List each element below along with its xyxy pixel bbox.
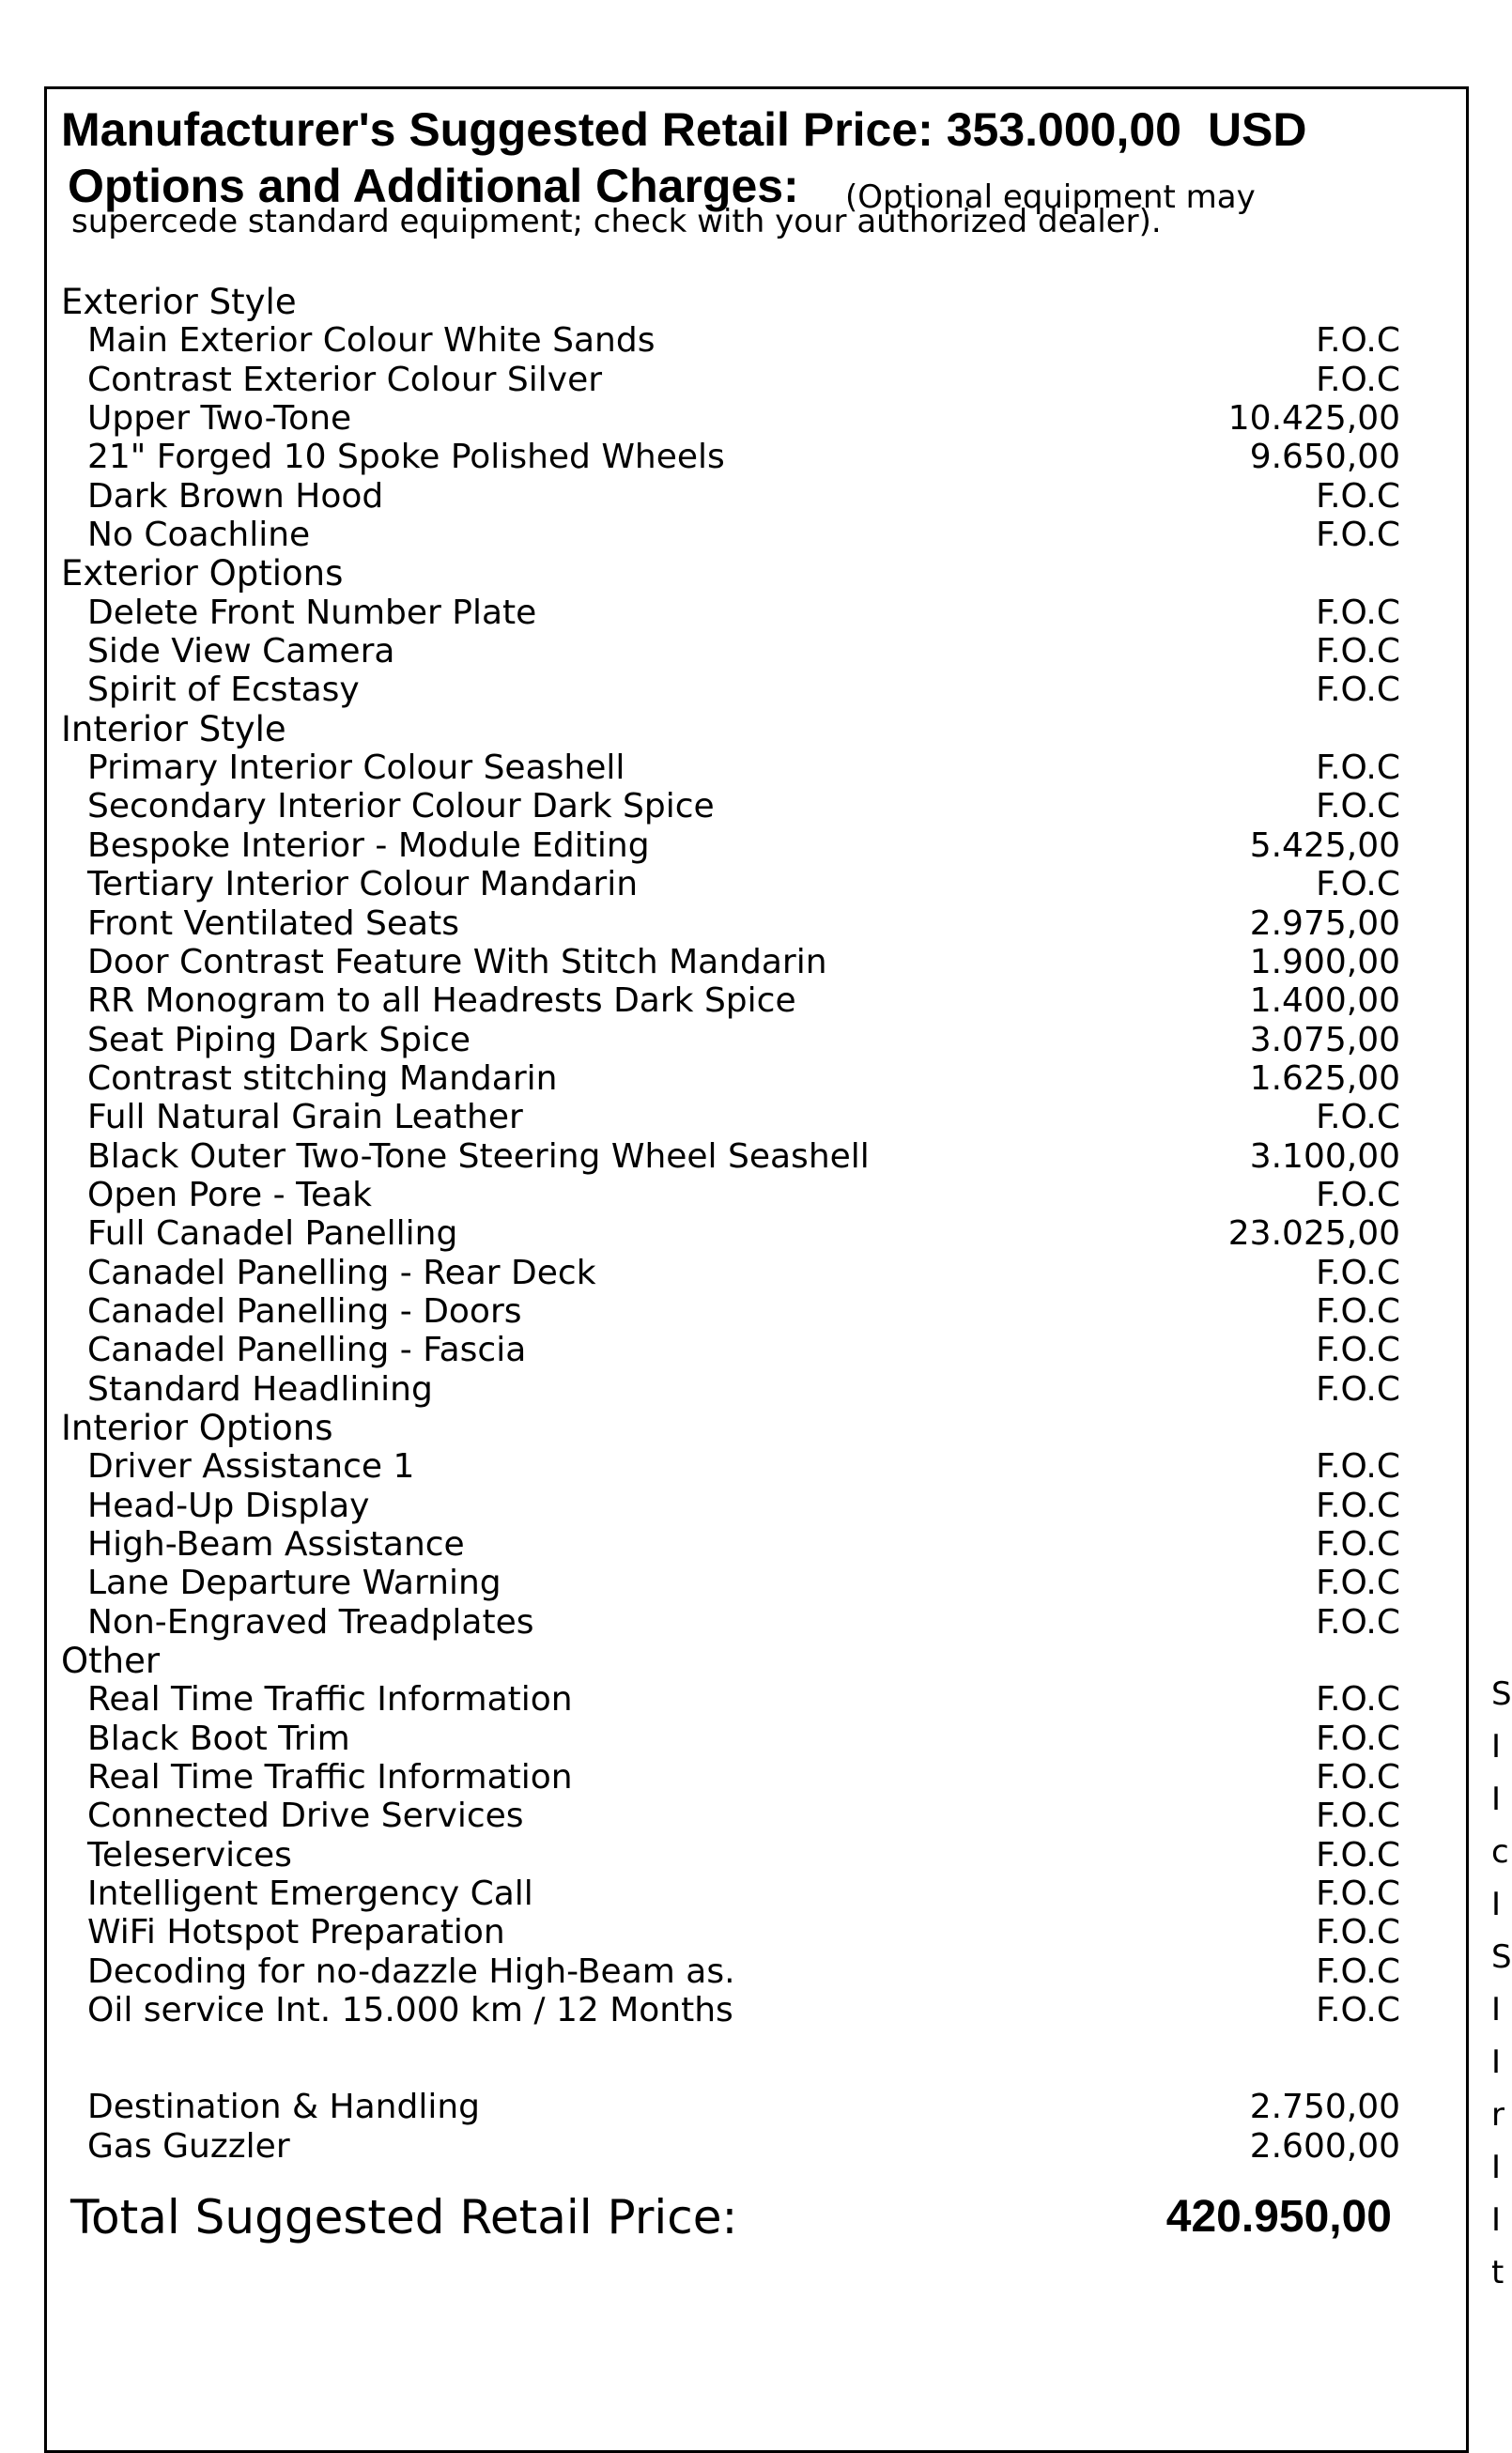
option-name: 21" Forged 10 Spoke Polished Wheels	[87, 438, 725, 477]
window-sticker	[44, 86, 1469, 2453]
option-row	[47, 1680, 1466, 1719]
option-price: F.O.C	[1316, 1835, 1400, 1874]
option-row	[47, 1564, 1466, 1602]
option-row	[47, 787, 1466, 825]
option-price: F.O.C	[1316, 1447, 1400, 1487]
options-list	[47, 283, 1466, 2166]
option-price: F.O.C	[1316, 1952, 1400, 1991]
side-letter: I	[1491, 2201, 1502, 2239]
option-name: Real Time Traffic Information	[87, 1680, 573, 1720]
side-letter: I	[1491, 1781, 1502, 1818]
disclaimer-line-1: (Optional equipment may	[845, 178, 1256, 216]
option-name: Spirit of Ecstasy	[87, 671, 360, 710]
option-name: Dark Brown Hood	[87, 476, 384, 516]
option-price: F.O.C	[1316, 516, 1400, 555]
option-price: F.O.C	[1316, 1564, 1400, 1603]
option-row	[47, 748, 1466, 787]
option-price: F.O.C	[1316, 1680, 1400, 1720]
option-name: Canadel Panelling - Doors	[87, 1291, 522, 1331]
charge-row	[47, 2088, 1466, 2126]
side-letter: c	[1491, 1833, 1509, 1871]
section-heading: Exterior Options	[61, 553, 344, 594]
option-price: F.O.C	[1316, 632, 1400, 671]
option-price: F.O.C	[1316, 1098, 1400, 1137]
clipped-side-text	[1491, 1668, 1512, 2299]
option-price: F.O.C	[1316, 1175, 1400, 1214]
option-name: Full Natural Grain Leather	[87, 1098, 523, 1137]
option-row	[47, 1525, 1466, 1564]
option-name: Door Contrast Feature With Stitch Mandarin	[87, 942, 827, 981]
option-row	[47, 361, 1466, 399]
option-row	[47, 1991, 1466, 2029]
option-price: F.O.C	[1316, 476, 1400, 516]
option-name: Delete Front Number Plate	[87, 593, 537, 632]
option-price: 1.400,00	[1249, 981, 1400, 1021]
option-name: Lane Departure Warning	[87, 1564, 501, 1603]
option-row	[47, 477, 1466, 516]
option-price: F.O.C	[1316, 1369, 1400, 1409]
disclaimer-line-2: supercede standard equipment; check with your authorized dealer).	[71, 203, 1162, 240]
option-price: F.O.C	[1316, 593, 1400, 632]
side-letter: S	[1491, 1938, 1512, 1976]
option-name: Head-Up Display	[87, 1486, 370, 1525]
option-price: 5.425,00	[1249, 825, 1400, 865]
option-name: Driver Assistance 1	[87, 1447, 415, 1487]
option-price: F.O.C	[1316, 321, 1400, 361]
msrp-line	[61, 103, 1307, 156]
option-row	[47, 1059, 1466, 1098]
side-letter: t	[1491, 2254, 1504, 2291]
option-name: Seat Piping Dark Spice	[87, 1020, 471, 1059]
option-name: Contrast stitching Mandarin	[87, 1058, 558, 1098]
option-row	[47, 632, 1466, 671]
option-price: F.O.C	[1316, 1991, 1400, 2030]
option-price: F.O.C	[1316, 1486, 1400, 1525]
option-price: F.O.C	[1316, 787, 1400, 826]
option-row	[47, 1137, 1466, 1176]
option-price: F.O.C	[1316, 1331, 1400, 1370]
option-name: Main Exterior Colour White Sands	[87, 321, 656, 361]
option-row	[47, 438, 1466, 476]
option-row	[47, 399, 1466, 438]
option-row	[47, 826, 1466, 865]
option-name: Black Boot Trim	[87, 1719, 350, 1758]
option-row	[47, 1292, 1466, 1331]
option-name: High-Beam Assistance	[87, 1525, 465, 1564]
option-price: F.O.C	[1316, 360, 1400, 399]
option-name: Standard Headlining	[87, 1369, 433, 1409]
option-name: Connected Drive Services	[87, 1797, 524, 1836]
list-spacer	[47, 2029, 1466, 2088]
option-name: Intelligent Emergency Call	[87, 1874, 533, 1914]
option-price: F.O.C	[1316, 1291, 1400, 1331]
option-name: Canadel Panelling - Fascia	[87, 1331, 527, 1370]
option-row	[47, 1021, 1466, 1059]
option-row	[47, 1331, 1466, 1369]
option-row	[47, 865, 1466, 903]
side-letter: I	[1491, 2044, 1502, 2081]
option-name: Oil service Int. 15.000 km / 12 Months	[87, 1991, 733, 2030]
option-row	[47, 1254, 1466, 1292]
option-price: F.O.C	[1316, 1253, 1400, 1292]
option-name: Black Outer Two-Tone Steering Wheel Seashell	[87, 1136, 870, 1176]
option-price: 1.625,00	[1249, 1058, 1400, 1098]
option-name: Real Time Traffic Information	[87, 1758, 573, 1797]
option-price: 23.025,00	[1227, 1214, 1400, 1254]
option-name: Side View Camera	[87, 632, 395, 671]
option-name: Non-Engraved Treadplates	[87, 1602, 534, 1642]
option-row	[47, 1214, 1466, 1253]
option-row	[47, 1874, 1466, 1913]
option-row	[47, 321, 1466, 360]
option-price: F.O.C	[1316, 748, 1400, 788]
option-name: RR Monogram to all Headrests Dark Spice	[87, 981, 796, 1021]
option-price: 3.075,00	[1249, 1020, 1400, 1059]
total-amount: 420.950,00	[1165, 2192, 1392, 2242]
option-row	[47, 594, 1466, 632]
option-row	[47, 1758, 1466, 1797]
option-row	[47, 1913, 1466, 1952]
charge-price: 2.750,00	[1249, 2088, 1400, 2127]
option-row	[47, 671, 1466, 709]
option-row	[47, 1447, 1466, 1486]
option-name: Tertiary Interior Colour Mandarin	[87, 865, 639, 904]
option-name: Contrast Exterior Colour Silver	[87, 360, 603, 399]
section-heading: Exterior Style	[61, 282, 297, 322]
option-row	[47, 1176, 1466, 1214]
option-name: Full Canadel Panelling	[87, 1214, 458, 1254]
option-price: F.O.C	[1316, 671, 1400, 710]
side-letter: I	[1491, 1991, 1502, 2029]
msrp-currency: USD	[1207, 103, 1307, 156]
option-price: 3.100,00	[1249, 1136, 1400, 1176]
option-name: Decoding for no-dazzle High-Beam as.	[87, 1952, 735, 1991]
option-name: Open Pore - Teak	[87, 1175, 373, 1214]
option-row	[47, 904, 1466, 943]
option-price: F.O.C	[1316, 1874, 1400, 1914]
option-row	[47, 1952, 1466, 1991]
option-row	[47, 1836, 1466, 1874]
option-price: F.O.C	[1316, 1719, 1400, 1758]
option-row	[47, 1720, 1466, 1758]
option-name: No Coachline	[87, 516, 311, 555]
option-row	[47, 1603, 1466, 1642]
option-name: Bespoke Interior - Module Editing	[87, 825, 650, 865]
option-name: Canadel Panelling - Rear Deck	[87, 1253, 596, 1292]
option-price: F.O.C	[1316, 1913, 1400, 1952]
charge-row	[47, 2127, 1466, 2166]
option-price: 10.425,00	[1227, 399, 1400, 439]
section-heading: Interior Style	[61, 708, 286, 749]
option-row	[47, 516, 1466, 554]
option-name: Secondary Interior Colour Dark Spice	[87, 787, 715, 826]
option-price: 1.900,00	[1249, 942, 1400, 981]
option-price: 2.975,00	[1249, 903, 1400, 943]
option-row	[47, 1797, 1466, 1835]
section-heading: Other	[61, 1641, 161, 1682]
total-row	[70, 2189, 1392, 2245]
charge-name: Gas Guzzler	[87, 2126, 290, 2166]
option-price: F.O.C	[1316, 1602, 1400, 1642]
option-row	[47, 1370, 1466, 1409]
side-letter: I	[1491, 1886, 1502, 1923]
option-row	[47, 943, 1466, 981]
option-name: Primary Interior Colour Seashell	[87, 748, 625, 788]
option-name: Front Ventilated Seats	[87, 903, 459, 943]
options-title: Options and Additional Charges:	[68, 160, 799, 212]
charge-price: 2.600,00	[1249, 2126, 1400, 2166]
option-name: Teleservices	[87, 1835, 292, 1874]
msrp-label: Manufacturer's Suggested Retail Price: 353.000,00	[61, 103, 1181, 156]
side-letter: S	[1491, 1675, 1512, 1713]
option-price: F.O.C	[1316, 865, 1400, 904]
option-price: F.O.C	[1316, 1797, 1400, 1836]
total-label: Total Suggested Retail Price:	[70, 2190, 738, 2245]
option-name: WiFi Hotspot Preparation	[87, 1913, 505, 1952]
section-heading: Interior Options	[61, 1407, 333, 1448]
side-letter: I	[1491, 1728, 1502, 1766]
option-price: 9.650,00	[1249, 438, 1400, 477]
option-row	[47, 981, 1466, 1020]
option-price: F.O.C	[1316, 1758, 1400, 1797]
option-price: F.O.C	[1316, 1525, 1400, 1564]
option-name: Upper Two-Tone	[87, 399, 352, 439]
option-row	[47, 1487, 1466, 1525]
option-row	[47, 1098, 1466, 1136]
charge-name: Destination & Handling	[87, 2088, 481, 2127]
side-letter: r	[1491, 2096, 1504, 2134]
side-letter: I	[1491, 2149, 1502, 2186]
